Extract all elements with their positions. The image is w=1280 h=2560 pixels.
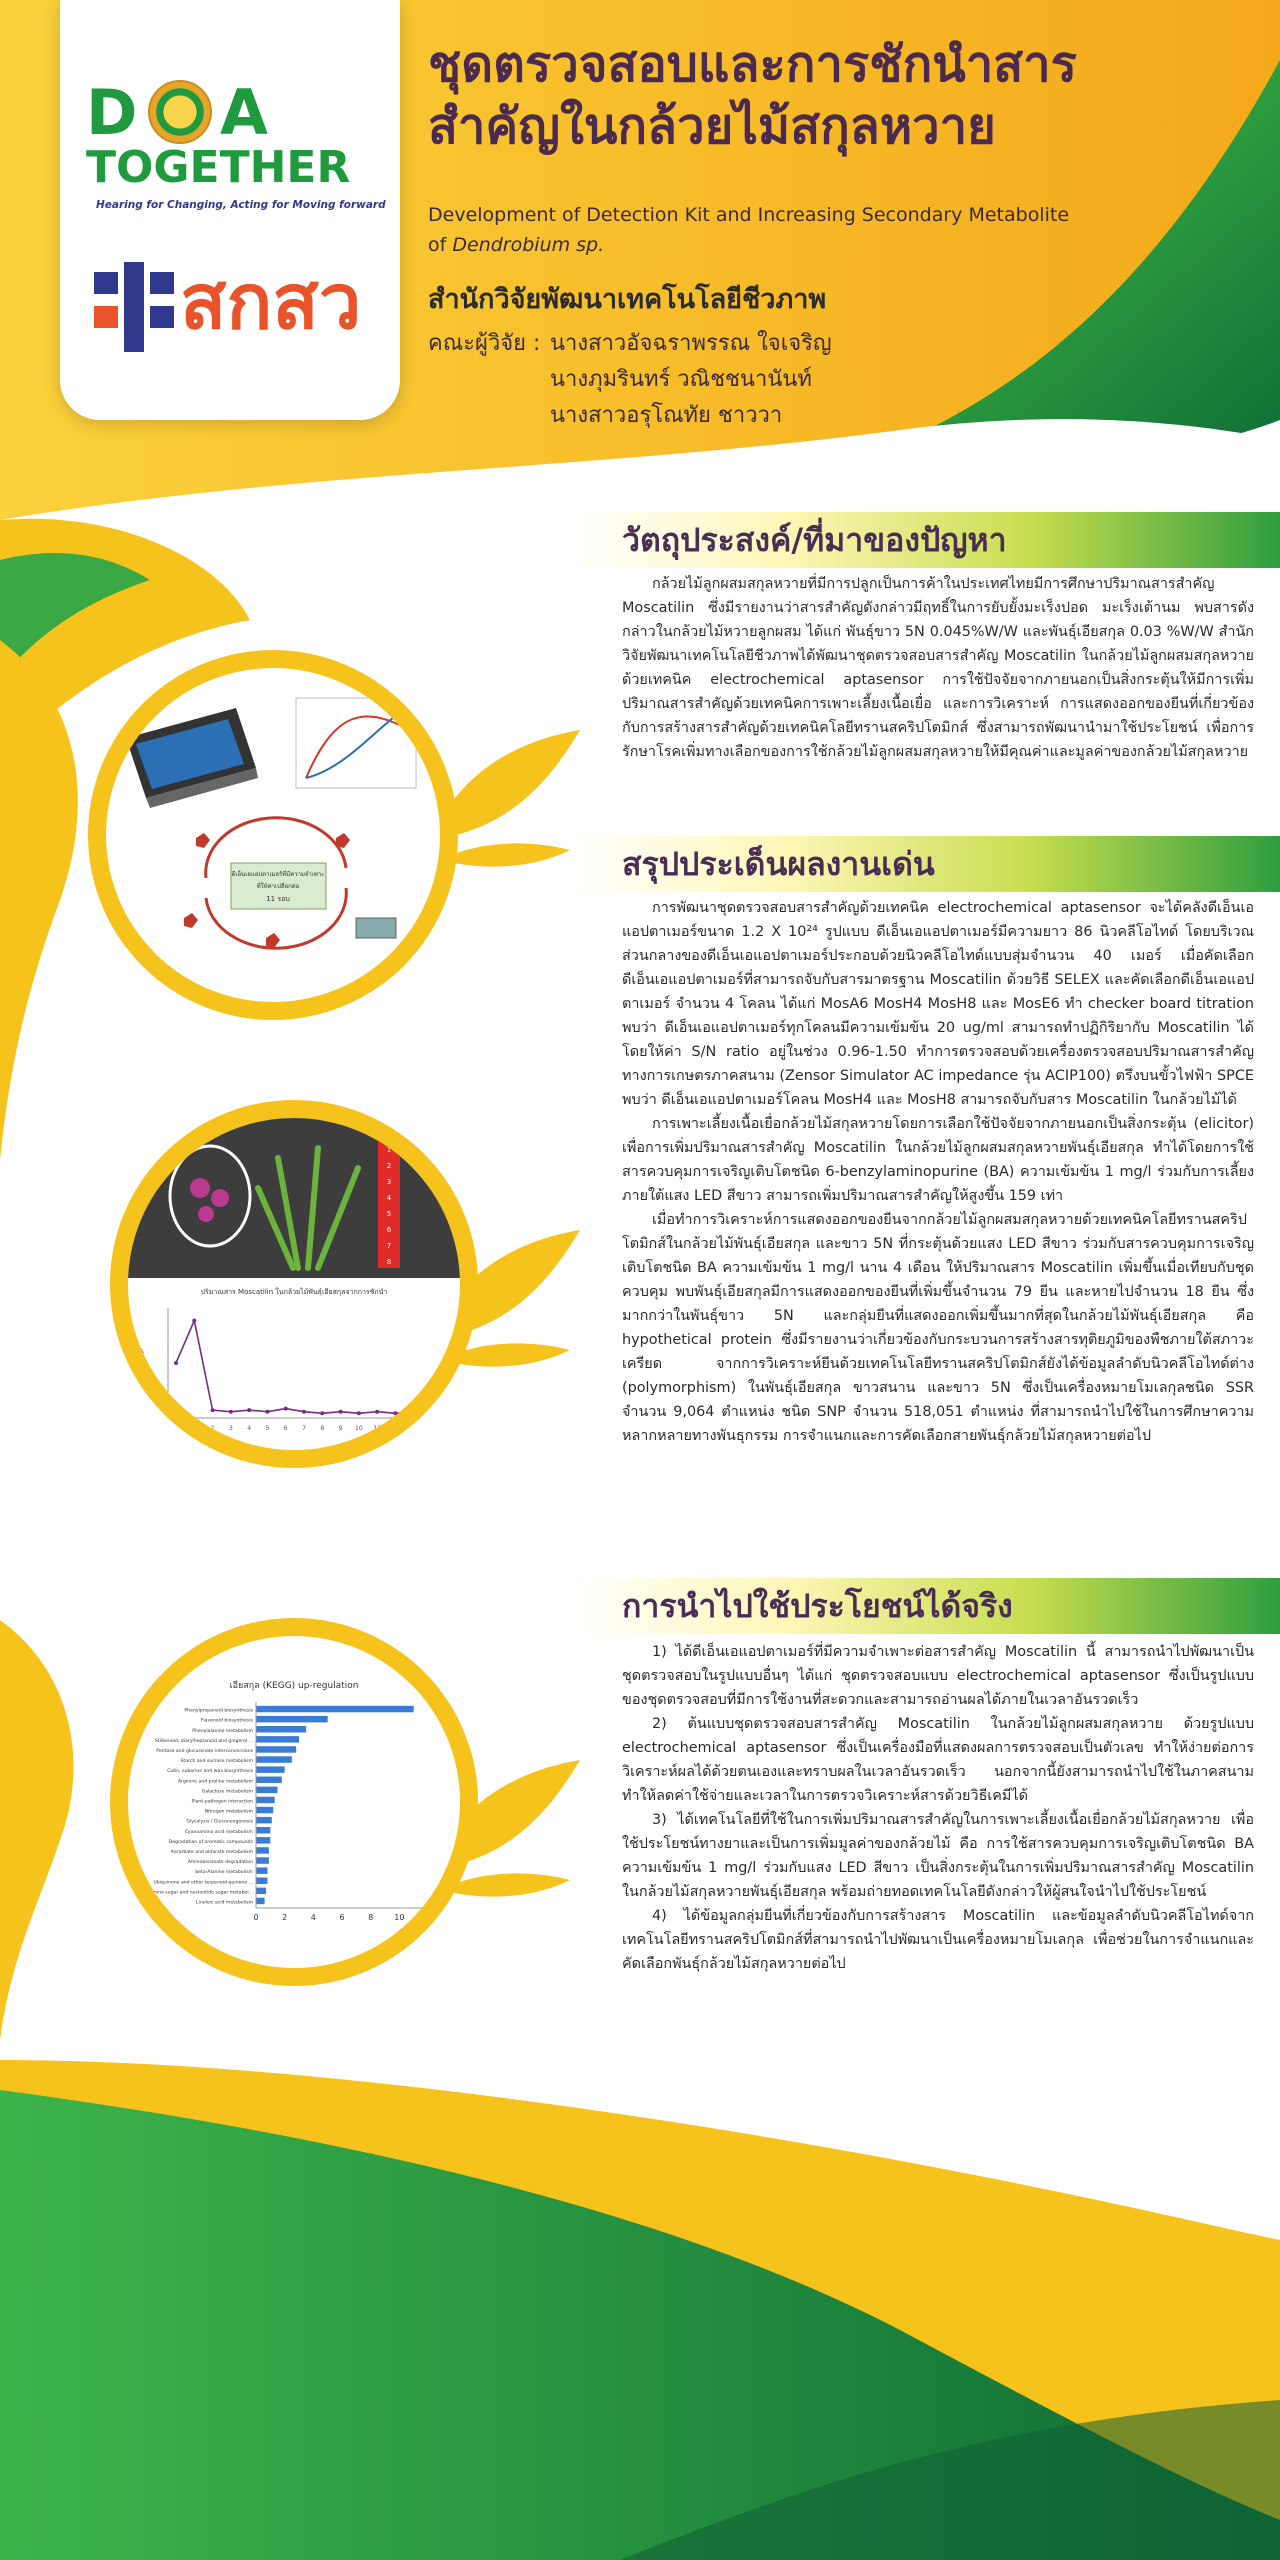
line-x-tick: 7 <box>302 1425 306 1432</box>
bar <box>256 1766 285 1772</box>
bar-category-label: Glycolysis / Gluconeogenesis <box>186 1819 253 1825</box>
line-chart-title: ปริมาณสาร Moscatilin ในกล้วยไม้พันธุ์เอียสกุลจากการชักนำ <box>200 1288 388 1296</box>
ruler-digit: 6 <box>386 1226 392 1234</box>
kegg-bar-chart <box>128 1636 460 1968</box>
orchid-photo <box>128 1118 460 1278</box>
bar-category-label: Nitrogen metabolism <box>204 1809 253 1815</box>
title-line-1: ชุดตรวจสอบและการชักนำสาร <box>428 36 1077 93</box>
bar <box>256 1878 267 1884</box>
research-team <box>428 326 832 428</box>
line-x-tick: 3 <box>228 1425 233 1432</box>
bar <box>256 1807 273 1813</box>
bar-category-label: Linoleic acid metabolism <box>196 1900 253 1906</box>
bar <box>256 1787 278 1793</box>
bar-x-tick: 12 <box>422 1913 434 1922</box>
bar <box>256 1716 328 1722</box>
subtitle-line-1: Development of Detection Kit and Increasing Secondary Metabolite <box>428 204 1070 226</box>
tsri-wordmark: สกสว <box>180 257 362 346</box>
bar-x-tick: 8 <box>368 1913 374 1922</box>
line-x-tick: 8 <box>320 1425 325 1432</box>
line-point <box>357 1411 361 1415</box>
results-paragraph: เมื่อทำการวิเคราะห์การแสดงออกของยีนจากกล้วยไม้ลูกผสมสกุลหวายด้วยเทคนิคโลยีทรานสคริปโตมิกส์ในกล้วยไม้พันธุ์เอียสกุล และขาว 5N ที่กระตุ้นด้วยแสง LED สีขาว ร่วมกับสารควบคุมการเจริญเติบโตชนิด BA ความเข้มข้น 1 mg/l นาน 4 เดือน ให้ปริมาณสาร Moscatilin เพิ่มขึ้นเมื่อเทียบกับชุดควบคุม พบพันธุ์เอียสกุลมีการแสดงออกของยีนที่เพิ่มขึ้นจำนวน 79 ยีน และหายไปจำนวน 18 ยีน ซึ่งมากกว่าในพันธุ์ขาว 5N และกลุ่มยีนที่แสดงออกเพิ่มขึ้นมากที่สุดในกล้วยไม้พันธุ์เอียสกุล คือ hypothetical protein ซึ่งมีรายงานว่าเกี่ยวข้องกับกระบวนการสร้างสารทุติยภูมิของพืชภายใต้สภาวะเครียด จากการวิเคราะห์ยีนด้วยเทคโนโลยีทรานสคริปโตมิกส์ยังได้ข้อมูลลำดับนิวคลีโอไทด์ต่าง (polymorphism) ในพันธุ์เอียสกุล ขาวสนาน และขาว 5N ซึ่งเป็นเครื่องหมายโมเลกุลชนิด SSR จำนวน 9,064 ตำแหน่ง ชนิด SNP จำนวน 518,051 ตำแหน่ง ที่สามารถนำไปใช้ในการศึกษาความหลากหลายทางพันธุกรรม การจำแนกและการคัดเลือกสายพันธุ์กล้วยไม้สกุลหวายต่อไป <box>622 1212 1254 1444</box>
figure-kegg-chart <box>110 1618 478 1986</box>
bar-category-label: beta-Alanine metabolism <box>195 1870 253 1876</box>
bar-category-label: Stilbenoid, diarylheptanoid and gingerol ... <box>154 1738 253 1744</box>
results-title: สรุปประเด็นผลงานเด่น <box>622 845 935 883</box>
bar-x-tick: 2 <box>282 1913 288 1922</box>
line-x-tick: 6 <box>283 1425 288 1432</box>
cycle-box-line-2: ที่ให้ค่าเปลือกต่อ <box>256 883 300 890</box>
line-x-tick: 5 <box>265 1425 270 1432</box>
line-point <box>430 1411 434 1415</box>
line-point <box>375 1410 379 1414</box>
ruler-digit: 1 <box>386 1146 392 1154</box>
line-point <box>320 1411 324 1415</box>
doa-seal-icon <box>148 80 212 144</box>
doa-letter-a: A <box>220 76 268 149</box>
bar <box>256 1706 414 1712</box>
title-line-2: สำคัญในกล้วยไม้สกุลหวาย <box>428 98 996 155</box>
bar <box>256 1857 269 1863</box>
line-x-tick: 13 <box>409 1425 418 1432</box>
bar <box>256 1726 306 1732</box>
bar-category-label: Phenylpropanoid biosynthesis <box>184 1708 253 1714</box>
line-x-tick: 2 <box>210 1425 215 1432</box>
ruler-digit: 8 <box>386 1258 392 1266</box>
line-point <box>393 1411 397 1415</box>
applications-body <box>622 1640 1254 1976</box>
bar-category-label: Plant-pathogen interaction <box>191 1799 253 1805</box>
electrode-icon <box>356 918 396 938</box>
bar-x-tick: 4 <box>310 1913 316 1922</box>
bar <box>256 1837 270 1843</box>
bar-category-label: Ascorbate and aldarate metabolism <box>170 1849 253 1855</box>
ruler-digit: 2 <box>386 1162 392 1170</box>
ruler-digit: 4 <box>386 1194 392 1202</box>
bar-category-label: Cutin, suberine and wax biosynthesis <box>167 1769 253 1775</box>
aptasensor-device-icon <box>126 708 258 808</box>
bar <box>256 1888 266 1894</box>
bar-category-label: Pentose and glucuronate interconversions <box>156 1748 253 1754</box>
english-subtitle <box>428 200 1088 260</box>
subtitle-of: of <box>428 234 447 256</box>
bar-category-label: Cyanoamino acid metabolism <box>184 1829 253 1835</box>
page-title <box>428 34 1248 158</box>
figure-detection-kit <box>88 650 458 1020</box>
bar-category-label: Arginine and proline metabolism <box>178 1779 253 1785</box>
department-name: สำนักวิจัยพัฒนาเทคโนโลยีชีวภาพ <box>428 284 827 315</box>
line-x-tick: 14 <box>428 1425 436 1432</box>
objective-paragraph: กล้วยไม้ลูกผสมสกุลหวายที่มีการปลูกเป็นการค้าในประเทศไทยมีการศึกษาปริมาณสารสำคัญ Moscatilin ซึ่งมีรายงานว่าสารสำคัญดังกล่าวมีฤทธิ์ในการยับยั้งมะเร็งปอด มะเร็งเต้านม พบสารดังกล่าวในกล้วยไม้หวายลูกผสม ได้แก่ พันธุ์ขาว 5N 0.045%W/W และพันธุ์เอียสกุล 0.03 %W/W สำนักวิจัยพัฒนาเทคโนโลยีชีวภาพได้พัฒนาชุดตรวจสอบสารสำคัญ Moscatilin ในกล้วยไม้ลูกผสมสกุลหวายด้วยเทคนิค electrochemical aptasensor การใช้ปัจจัยจากภายนอกเป็นสิ่งกระตุ้นให้มีการเพิ่มปริมาณสารสำคัญด้วยเทคนิคการเพาะเลี้ยงเนื้อเยื่อ และการวิเคราะห์ การแสดงออกของยีนที่เกี่ยวข้องกับการสร้างสารสำคัญด้วยเทคนิคโลยีทรานสคริปโตมิกส์ ซึ่งสามารถพัฒนานำมาใช้ประโยชน์ เพื่อการรักษาโรคเพิ่มทางเลือกของการใช้กล้วยไม้ลูกผสมสกุลหวายให้มีคุณค่าและมูลค่าของกล้วยไม้สกุลหวาย <box>622 576 1254 760</box>
line-point <box>247 1408 251 1412</box>
line-point <box>339 1410 343 1414</box>
bar <box>256 1817 272 1823</box>
bar-category-label: Flavonoid biosynthesis <box>200 1718 253 1724</box>
team-member: นางสาวอัจฉราพรรณ ใจเจริญ <box>550 331 832 356</box>
tsri-logo-mark-icon <box>94 262 174 352</box>
detection-kit-illustration <box>106 668 440 1002</box>
ruler-digit: 7 <box>386 1242 392 1250</box>
bar <box>256 1827 270 1833</box>
moscatilin-line-chart <box>128 1278 460 1450</box>
line-x-tick: 4 <box>247 1425 252 1432</box>
bar <box>256 1777 282 1783</box>
line-point <box>284 1407 288 1411</box>
bar-category-label: Ubiquinone and other terpenoid-quinone ... <box>153 1880 253 1886</box>
applications-item: 4) ได้ข้อมูลกลุ่มยีนที่เกี่ยวข้องกับการสร้างสาร Moscatilin และข้อมูลลำดับนิวคลีโอไทด์จากเทคโนโลยีทรานสคริปโตมิกส์ที่สามารถนำไปพัฒนาเป็นเครื่องหมายโมเลกุล เพื่อช่วยในการจำแนกและคัดเลือกพันธุ์กล้วยไม้สกุลหวายต่อไป <box>622 1908 1254 1972</box>
bar <box>256 1847 269 1853</box>
ruler-digit: 3 <box>386 1178 392 1186</box>
team-member: นางภุมรินทร์ วณิชชนานันท์ <box>550 367 812 392</box>
orchid-plantlet-icon <box>258 1148 358 1268</box>
applications-item: 1) ได้ดีเอ็นเอแอปตาเมอร์ที่มีความจำเพาะต่อสารสำคัญ Moscatilin นี้ สามารถนำไปพัฒนาเป็นชุดตรวจสอบในรูปแบบอื่นๆ ได้แก่ ชุดตรวจสอบแบบ electrochemical aptasensor ซึ่งเป็นรูปแบบของชุดตรวจสอบที่มีการใช้งานที่สะดวกและสามารถอ่านผลได้ภายในเวลาอันรวดเร็ว <box>622 1644 1254 1708</box>
line-point <box>192 1319 196 1323</box>
line-point <box>265 1410 269 1414</box>
orchid-flower-icon <box>190 1178 229 1222</box>
bar-category-label: Galactose metabolism <box>201 1789 253 1795</box>
together-wordmark: TOGETHER <box>86 142 351 193</box>
left-arc-decoration <box>0 640 100 2080</box>
doa-letter-d: D <box>86 76 138 149</box>
line-point <box>174 1361 178 1365</box>
results-paragraph: การเพาะเลี้ยงเนื้อเยื่อกล้วยไม้สกุลหวายโดยการเลือกใช้ปัจจัยจากภายนอกเป็นสิ่งกระตุ้น (elicitor) เพื่อการเพิ่มปริมาณสารสำคัญ Moscatilin ในกล้วยไม้ลูกผสมสกุลหวายพันธุ์เอียสกุล ทำได้โดยการใช้สารควบคุมการเจริญเติบโตชนิด 6-benzylaminopurine (BA) ความเข้มข้น 1 mg/l ร่วมกับการเลี้ยงภายใต้แสง LED สีขาว สามารถเพิ่มปริมาณสารสำคัญให้สูงขึ้น 159 เท่า <box>622 1116 1254 1204</box>
bar <box>256 1736 299 1742</box>
figure-orchid-culture <box>110 1100 478 1468</box>
bar-category-label: Aminobenzoate degradation <box>187 1860 253 1866</box>
bar-chart-title: เอียสกุล (KEGG) up-regulation <box>229 1681 359 1691</box>
bar-x-tick: 0 <box>253 1913 259 1922</box>
team-label: คณะผู้วิจัย : <box>428 331 541 356</box>
line-point <box>302 1410 306 1414</box>
bar-category-label: Degradation of aromatic compounds <box>168 1839 253 1845</box>
doa-tagline: Hearing for Changing, Acting for Moving forward <box>96 199 386 211</box>
impedance-curve-chart <box>296 698 416 788</box>
bar <box>256 1898 265 1904</box>
flower-highlight-ring <box>170 1146 250 1246</box>
line-point <box>412 1410 416 1414</box>
bar <box>256 1797 275 1803</box>
cycle-box-line-3: 11 รอบ <box>266 895 290 903</box>
line-point <box>211 1408 215 1412</box>
objective-body <box>622 572 1254 764</box>
line-x-tick: 1 <box>192 1425 197 1432</box>
objective-title: วัตถุประสงค์/ที่มาของปัญหา <box>622 521 1007 559</box>
line-x-tick: 10 <box>355 1425 363 1432</box>
bar <box>256 1756 292 1762</box>
line-x-tick: 11 <box>373 1425 381 1432</box>
bar-category-label: Amino sugar and nucleotide sugar metabol... <box>149 1890 253 1896</box>
applications-item: 2) ต้นแบบชุดตรวจสอบสารสำคัญ Moscatilin ในกล้วยไม้ลูกผสมสกุลหวาย ด้วยรูปแบบ electrochemical aptasensor ซึ่งเป็นเครื่องมือที่แสดงผลการตรวจสอบเป็นตัวเลข ทำให้ง่ายต่อการวิเคราะห์ผลได้ด้วยตนเองและทราบผลในเวลาอันรวดเร็ว นอกจากนี้ยังสามารถนำไปใช้ในภาคสนาม ทำให้ลดค่าใช้จ่ายและเวลาในการตรวจวิเคราะห์สารด้วยวิธีเคมีได้ <box>622 1716 1254 1804</box>
bar <box>256 1867 267 1873</box>
cycle-box-line-1: ดีเอ็นเอแอปตาเมอร์ที่มีความจำเพาะ <box>231 871 325 878</box>
line-chart-ylabel: ปริมาณ (µg/g) <box>137 1348 144 1388</box>
bar-x-tick: 10 <box>394 1913 405 1922</box>
team-member: นางสาวอรุโณทัย ชาววา <box>550 403 783 428</box>
line-series <box>176 1321 432 1414</box>
doa-logo <box>86 78 376 148</box>
applications-title: การนำไปใช้ประโยชน์ได้จริง <box>622 1587 1013 1625</box>
line-x-tick: C <box>173 1425 179 1432</box>
bar <box>256 1746 296 1752</box>
subtitle-species: Dendrobium sp. <box>452 234 605 256</box>
results-paragraph: การพัฒนาชุดตรวจสอบสารสำคัญด้วยเทคนิค electrochemical aptasensor จะได้คลังดีเอ็นเอแอปตาเมอร์ขนาด 1.2 X 10²⁴ รูปแบบ ดีเอ็นเอแอปตาเมอร์มีความยาว 86 นิวคลีโอไทด์ โดยบริเวณส่วนกลางของดีเอ็นเอแอปตาเมอร์ประกอบด้วยนิวคลีโอไทด์แบบสุ่มจำนวน 40 เมอร์ เมื่อคัดเลือกดีเอ็นเอแอปตาเมอร์ที่สามารถจับกับสารมาตรฐาน Moscatilin ด้วยวิธี SELEX และคัดเลือกดีเอ็นเอแอปตาเมอร์ จำนวน 4 โคลน ได้แก่ MosA6 MosH4 MosH8 และ MosE6 ทำ checker board titration พบว่า ดีเอ็นเอแอปตาเมอร์ทุกโคลนมีความเข้มข้น 20 ug/ml สามารถทำปฏิกิริยากับ Moscatilin ได้โดยให้ค่า S/N ratio อยู่ในช่วง 0.96-1.50 ทำการตรวจสอบด้วยเครื่องตรวจสอบปริมาณสารสำคัญทางการเกษตรภาคสนาม (Zensor Simulator AC impedance รุ่น ACIP100) ตรึงบนขั้วไฟฟ้า SPCE พบว่า ดีเอ็นเอแอปตาเมอร์โคลน MosH4 และ MosH8 สามารถจับกับสาร Moscatilin ในกล้วยไม้ได้ <box>622 900 1254 1108</box>
line-x-tick: 9 <box>338 1425 343 1432</box>
line-x-tick: 12 <box>391 1425 400 1432</box>
line-point <box>229 1410 233 1414</box>
bar-category-label: Starch and sucrose metabolism <box>180 1759 253 1765</box>
bar-x-tick: 6 <box>339 1913 345 1922</box>
bar-category-label: Phenylalanine metabolism <box>192 1728 253 1734</box>
ruler-digit: 5 <box>386 1210 392 1218</box>
applications-item: 3) ได้เทคโนโลยีที่ใช้ในการเพิ่มปริมาณสารสำคัญในการเพาะเลี้ยงเนื้อเยื่อกล้วยไม้สกุลหวาย เพื่อใช้ประโยชน์ทางยาและเป็นการเพิ่มมูลค่าของกล้วยไม้ คือ การใช้สารควบคุมการเจริญเติบโตชนิด BA ความเข้มข้น 1 mg/l ร่วมกับแสง LED สีขาว เป็นสิ่งกระตุ้นในการเพิ่มปริมาณสารสำคัญ Moscatilin ในกล้วยไม้สกุลหวายพันธุ์เอียสกุล พร้อมถ่ายทอดเทคโนโลยีดังกล่าวให้ผู้สนใจนำไปใช้ประโยชน์ <box>622 1812 1254 1900</box>
results-body <box>622 896 1254 1448</box>
